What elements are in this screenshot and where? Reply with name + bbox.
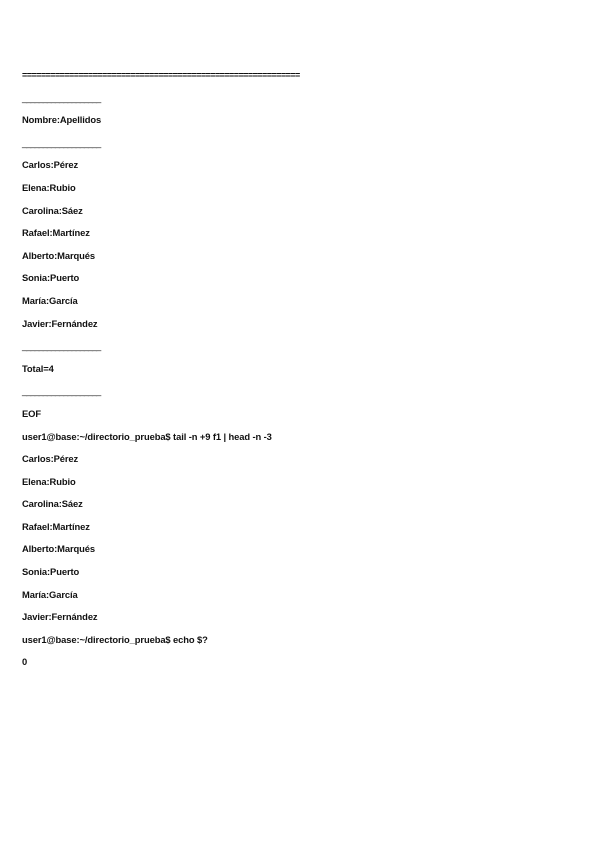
record-line: Carlos:Pérez: [22, 159, 79, 171]
record-line: Elena:Rubio: [22, 181, 76, 193]
separator-underscore: ___________________: [22, 91, 101, 103]
output-line: Rafael:Martínez: [22, 520, 90, 532]
output-line: María:García: [22, 588, 78, 600]
record-line: Javier:Fernández: [22, 317, 98, 329]
exit-status-line: 0: [22, 656, 28, 668]
total-line: Total=4: [22, 362, 54, 374]
separator-underscore: ___________________: [22, 340, 101, 352]
output-line: Elena:Rubio: [22, 475, 76, 487]
record-line: María:García: [22, 294, 78, 306]
eof-marker: EOF: [22, 407, 41, 419]
separator-underscore: ___________________: [22, 136, 101, 148]
record-line: Sonia:Puerto: [22, 272, 80, 284]
record-line: Alberto:Marqués: [22, 249, 95, 261]
command-line: user1@base:~/directorio_prueba$ tail -n +9 f1 | head -n -3: [22, 430, 272, 442]
command-line: user1@base:~/directorio_prueba$ echo $?: [22, 633, 208, 645]
output-line: Javier:Fernández: [22, 611, 98, 623]
separator-equals: ===========================================================: [22, 70, 300, 80]
output-line: Sonia:Puerto: [22, 566, 80, 578]
document-page: [22, 68, 582, 678]
output-line: Carlos:Pérez: [22, 453, 79, 465]
record-line: Rafael:Martínez: [22, 227, 90, 239]
header-line: Nombre:Apellidos: [22, 114, 102, 126]
output-line: Carolina:Sáez: [22, 498, 83, 510]
separator-underscore: ___________________: [22, 385, 101, 397]
output-line: Alberto:Marqués: [22, 543, 95, 555]
record-line: Carolina:Sáez: [22, 204, 83, 216]
